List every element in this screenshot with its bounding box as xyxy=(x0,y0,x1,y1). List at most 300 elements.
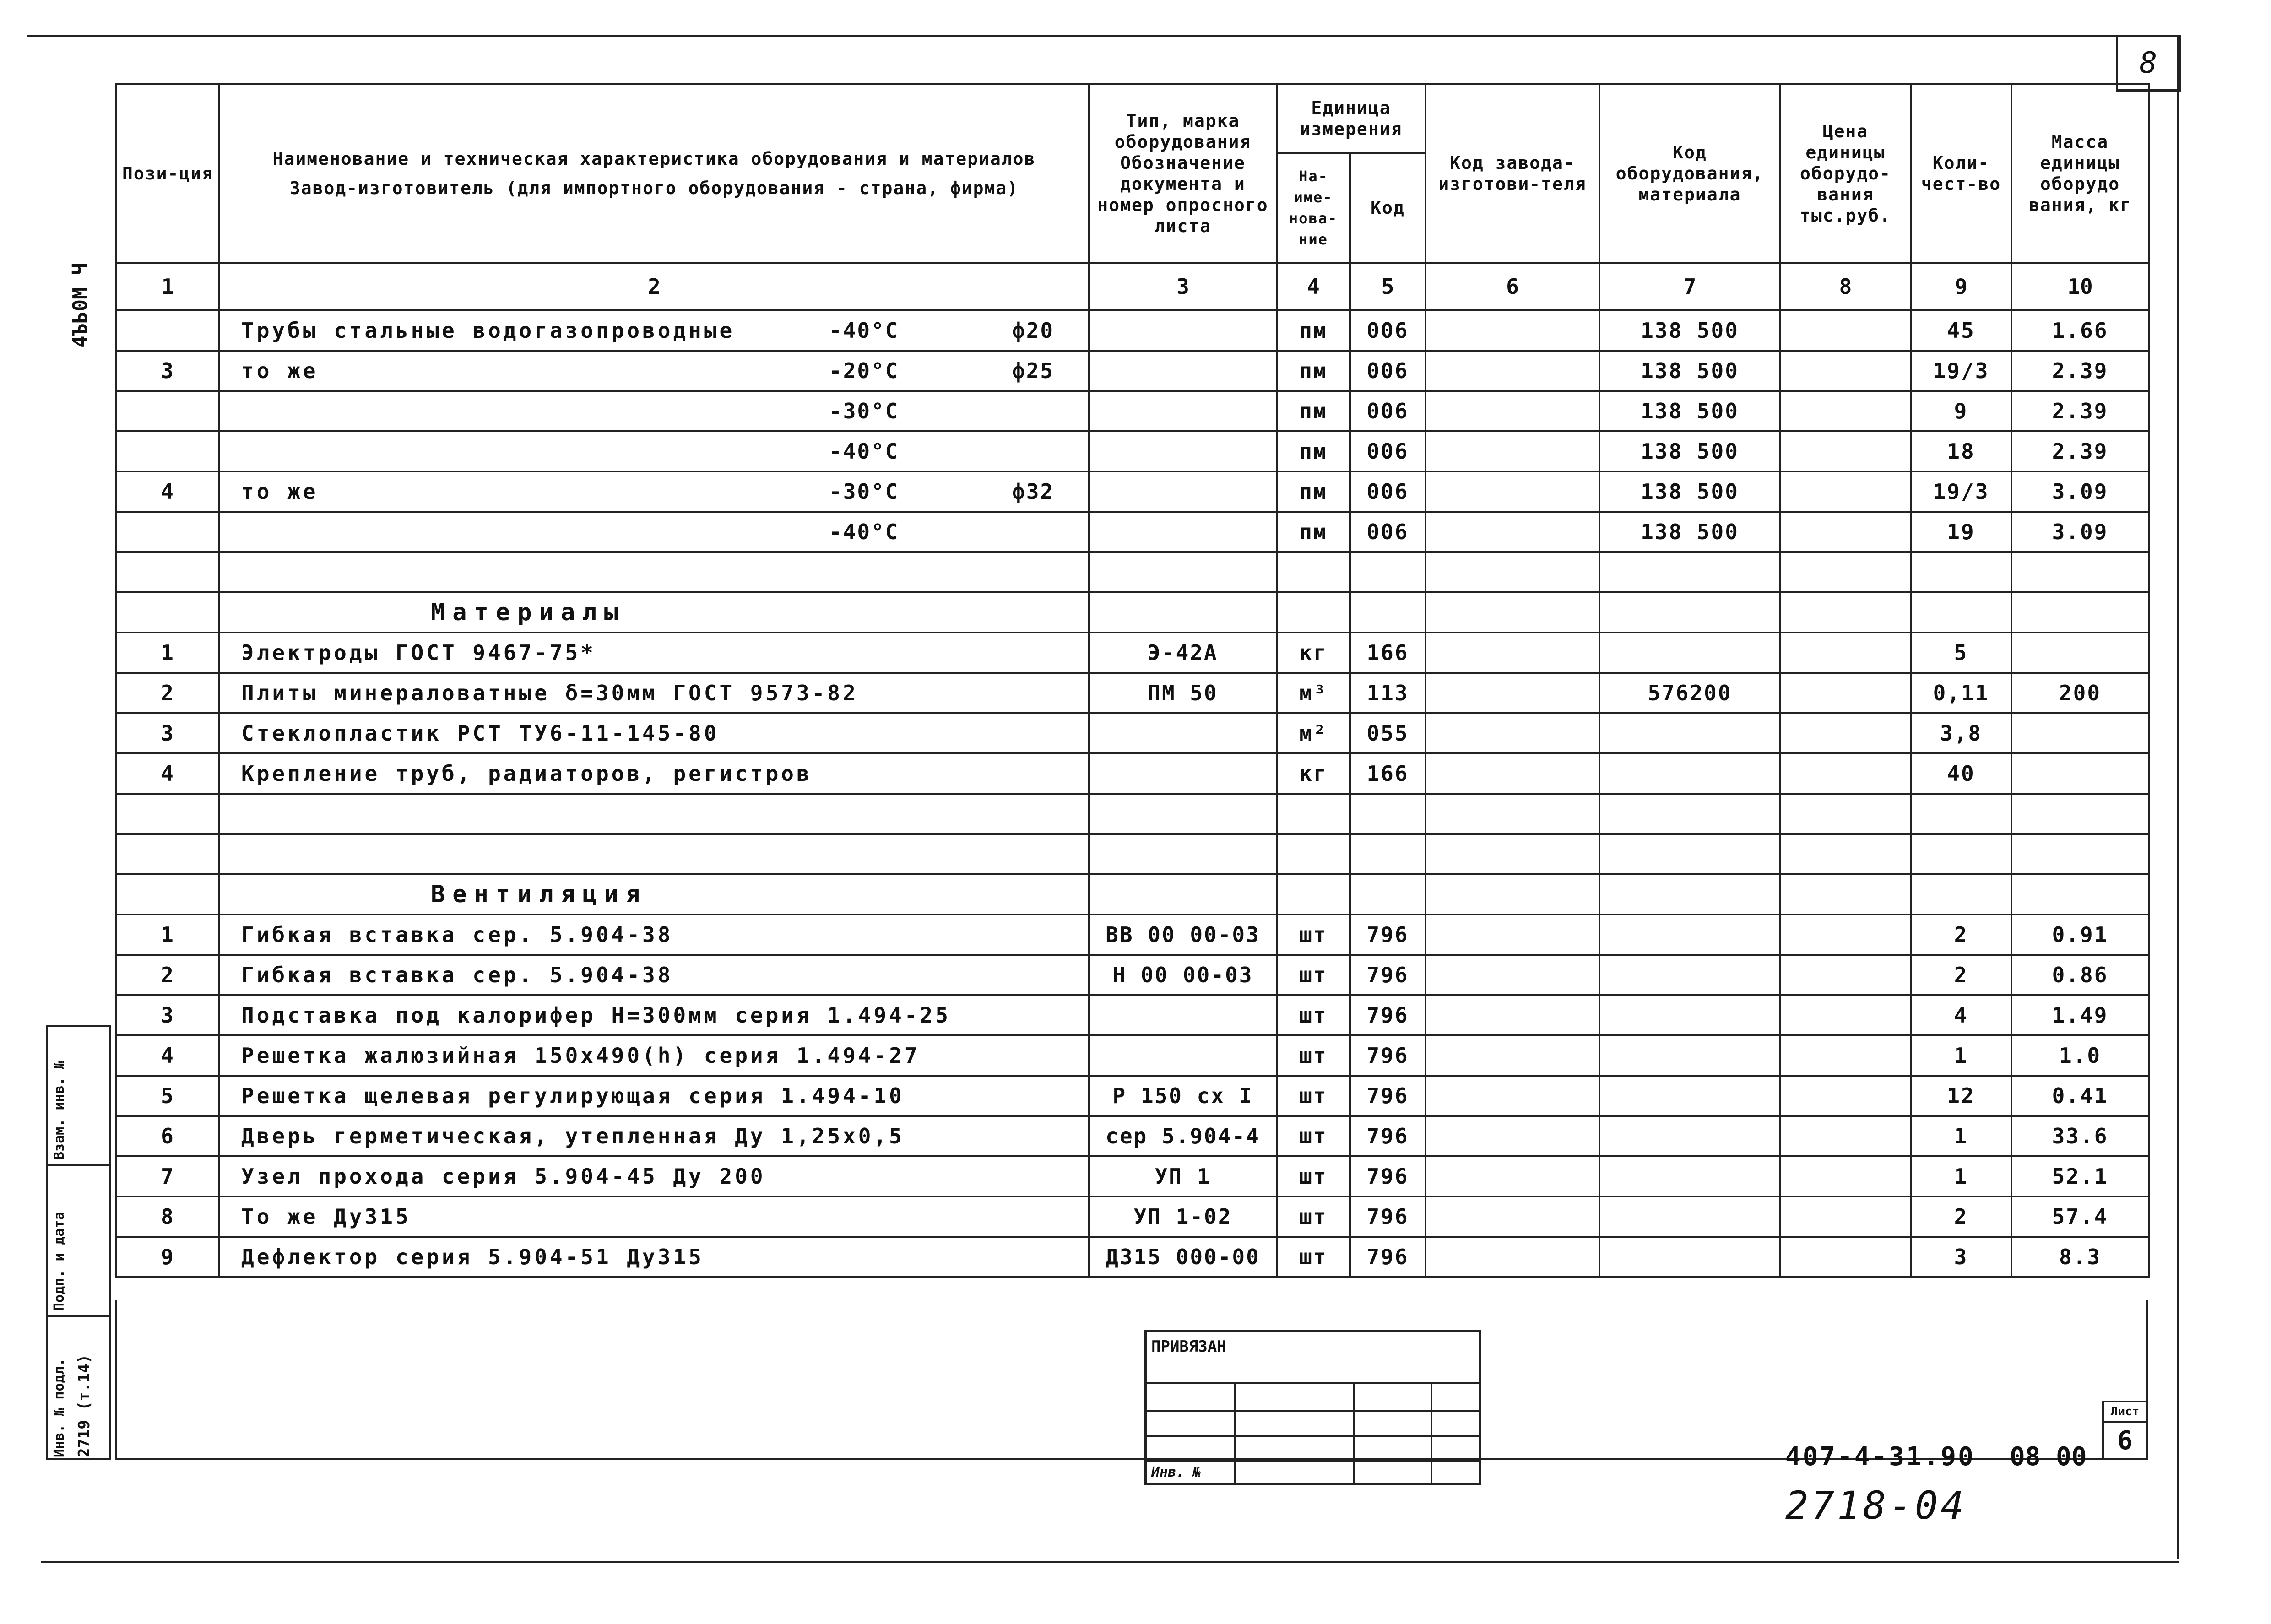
table-row xyxy=(116,351,2149,391)
cell-qty: 18 xyxy=(1911,431,2011,471)
table-row xyxy=(116,673,2149,713)
cell-qty: 19/3 xyxy=(1911,471,2011,512)
cell-pos: 3 xyxy=(116,713,219,753)
item-name xyxy=(219,512,1089,552)
cell-mass: 33.6 xyxy=(2011,1116,2149,1156)
cell-price xyxy=(1780,552,1911,592)
cell-price xyxy=(1780,673,1911,713)
cell-type xyxy=(1089,552,1277,592)
cell-qty: 12 xyxy=(1911,1076,2011,1116)
cell-price xyxy=(1780,834,1911,874)
cell-qty xyxy=(1911,834,2011,874)
table-body xyxy=(116,263,2149,1277)
table-bottom-frame xyxy=(115,1300,2148,1460)
cell-mass: 0.91 xyxy=(2011,915,2149,955)
item-name xyxy=(219,431,1089,471)
cell-pos: 4 xyxy=(116,1035,219,1076)
cell-mass: 1.66 xyxy=(2011,310,2149,351)
document-code: 08 00 xyxy=(2010,1442,2087,1472)
cell-pos: 6 xyxy=(116,1116,219,1156)
cell-code xyxy=(1350,552,1425,592)
item-name-t1: Решетка щелевая регулирующая серия 1.494-10 xyxy=(241,1083,905,1108)
item-name xyxy=(219,471,1089,512)
cell-pos xyxy=(116,794,219,834)
cell-price xyxy=(1780,995,1911,1035)
item-name-t2: -30°С xyxy=(829,399,900,423)
cell-equip xyxy=(1599,1237,1780,1277)
item-name-t1: Гибкая вставка сер. 5.904-38 xyxy=(241,963,673,987)
cell-equip xyxy=(1599,834,1780,874)
item-name xyxy=(219,552,1089,592)
cell-code: 796 xyxy=(1350,1237,1425,1277)
cell-pos: 4 xyxy=(116,753,219,794)
cell-qty xyxy=(1911,874,2011,915)
column-number: 7 xyxy=(1599,263,1780,310)
cell-code: 006 xyxy=(1350,391,1425,431)
cell-factory xyxy=(1425,633,1599,673)
cell-type xyxy=(1089,834,1277,874)
cell-factory xyxy=(1425,1076,1599,1116)
section-title: Вентиляция xyxy=(431,881,648,908)
cell-qty: 2 xyxy=(1911,1196,2011,1237)
frame-bottom-line xyxy=(41,1561,2179,1563)
cell-qty: 5 xyxy=(1911,633,2011,673)
item-name-t1: то же xyxy=(241,358,319,383)
cell-factory xyxy=(1425,1156,1599,1196)
cell-type xyxy=(1089,874,1277,915)
cell-unit xyxy=(1277,874,1350,915)
specification-table xyxy=(115,83,2150,1278)
table-row xyxy=(116,834,2149,874)
cell-factory xyxy=(1425,512,1599,552)
item-name xyxy=(219,1035,1089,1076)
item-name-t1: Дверь герметическая, утепленная Ду 1,25х0,5 xyxy=(241,1124,905,1148)
cell-equip xyxy=(1599,592,1780,633)
table-row xyxy=(116,1237,2149,1277)
cell-equip: 576200 xyxy=(1599,673,1780,713)
list-label: Лист xyxy=(2104,1402,2146,1423)
cell-pos: 5 xyxy=(116,1076,219,1116)
cell-code: 006 xyxy=(1350,351,1425,391)
cell-equip: 138 500 xyxy=(1599,512,1780,552)
cell-mass: 52.1 xyxy=(2011,1156,2149,1196)
cell-pos: 3 xyxy=(116,995,219,1035)
cell-equip xyxy=(1599,713,1780,753)
cell-mass xyxy=(2011,794,2149,834)
item-name xyxy=(219,673,1089,713)
cell-qty xyxy=(1911,794,2011,834)
cell-type xyxy=(1089,391,1277,431)
cell-equip: 138 500 xyxy=(1599,391,1780,431)
table-row xyxy=(116,915,2149,955)
side-inventory-number: 4ЪЬ0М Ч xyxy=(69,263,92,348)
cell-price xyxy=(1780,351,1911,391)
item-name xyxy=(219,1237,1089,1277)
item-name-t3: ф25 xyxy=(1012,358,1055,383)
cell-pos: 2 xyxy=(116,673,219,713)
column-number: 10 xyxy=(2011,263,2149,310)
cell-factory xyxy=(1425,1116,1599,1156)
table-row xyxy=(116,431,2149,471)
cell-price xyxy=(1780,753,1911,794)
cell-type: УП 1-02 xyxy=(1089,1196,1277,1237)
column-number-row xyxy=(116,263,2149,310)
cell-type xyxy=(1089,753,1277,794)
item-name xyxy=(219,874,1089,915)
cell-factory xyxy=(1425,874,1599,915)
item-name-t1: Плиты минераловатные δ=30мм ГОСТ 9573-82 xyxy=(241,681,858,705)
table-row xyxy=(116,713,2149,753)
item-name-t1: Решетка жалюзийная 150х490(h) серия 1.494-27 xyxy=(241,1043,920,1068)
table-row xyxy=(116,471,2149,512)
cell-price xyxy=(1780,1076,1911,1116)
cell-code xyxy=(1350,874,1425,915)
cell-qty: 1 xyxy=(1911,1035,2011,1076)
item-name xyxy=(219,633,1089,673)
cell-pos xyxy=(116,874,219,915)
cell-pos: 7 xyxy=(116,1156,219,1196)
cell-pos: 3 xyxy=(116,351,219,391)
cell-price xyxy=(1780,592,1911,633)
cell-equip xyxy=(1599,955,1780,995)
cell-unit: шт xyxy=(1277,995,1350,1035)
cell-type: ПМ 50 xyxy=(1089,673,1277,713)
item-name xyxy=(219,794,1089,834)
cell-factory xyxy=(1425,713,1599,753)
cell-code: 796 xyxy=(1350,915,1425,955)
cell-price xyxy=(1780,794,1911,834)
cell-mass xyxy=(2011,874,2149,915)
cell-unit: шт xyxy=(1277,1076,1350,1116)
cell-unit: пм xyxy=(1277,431,1350,471)
cell-unit: пм xyxy=(1277,391,1350,431)
cell-code: 796 xyxy=(1350,1116,1425,1156)
handwritten-number: 2718-04 xyxy=(1785,1483,1967,1528)
cell-pos: 4 xyxy=(116,471,219,512)
table-row xyxy=(116,794,2149,834)
side-stamp-label-3: Инв. № подл. xyxy=(51,1358,67,1457)
cell-pos: 8 xyxy=(116,1196,219,1237)
cell-equip: 138 500 xyxy=(1599,471,1780,512)
cell-type: Д315 000-00 xyxy=(1089,1237,1277,1277)
table-row xyxy=(116,310,2149,351)
cell-code: 796 xyxy=(1350,1156,1425,1196)
item-name-t1: Подставка под калорифер Н=300мм серия 1.494-25 xyxy=(241,1003,951,1028)
header-name-line2: Завод-изготовитель (для импортного оборудования - страна, фирма) xyxy=(289,178,1019,198)
cell-pos xyxy=(116,834,219,874)
table-row xyxy=(116,995,2149,1035)
cell-code xyxy=(1350,794,1425,834)
cell-mass: 200 xyxy=(2011,673,2149,713)
header-unit-code: Код xyxy=(1350,153,1425,263)
table-row xyxy=(116,1076,2149,1116)
cell-equip: 138 500 xyxy=(1599,310,1780,351)
cell-unit: шт xyxy=(1277,1116,1350,1156)
cell-type xyxy=(1089,471,1277,512)
cell-factory xyxy=(1425,310,1599,351)
cell-factory xyxy=(1425,471,1599,512)
item-name xyxy=(219,995,1089,1035)
cell-factory xyxy=(1425,834,1599,874)
cell-price xyxy=(1780,1116,1911,1156)
cell-pos xyxy=(116,512,219,552)
cell-factory xyxy=(1425,391,1599,431)
table-row xyxy=(116,592,2149,633)
table-row xyxy=(116,1156,2149,1196)
cell-unit: шт xyxy=(1277,1035,1350,1076)
cell-price xyxy=(1780,955,1911,995)
cell-price xyxy=(1780,633,1911,673)
cell-qty: 19/3 xyxy=(1911,351,2011,391)
cell-mass: 0.41 xyxy=(2011,1076,2149,1116)
cell-qty: 1 xyxy=(1911,1156,2011,1196)
attached-stamp xyxy=(1144,1330,1481,1485)
cell-code xyxy=(1350,834,1425,874)
header-unit-name: На-име-нова-ние xyxy=(1277,153,1350,263)
cell-equip xyxy=(1599,1076,1780,1116)
cell-pos xyxy=(116,391,219,431)
cell-factory xyxy=(1425,351,1599,391)
cell-qty: 2 xyxy=(1911,915,2011,955)
cell-code: 796 xyxy=(1350,955,1425,995)
cell-price xyxy=(1780,1196,1911,1237)
cell-type xyxy=(1089,995,1277,1035)
cell-equip xyxy=(1599,1156,1780,1196)
cell-qty: 2 xyxy=(1911,955,2011,995)
cell-equip xyxy=(1599,874,1780,915)
cell-factory xyxy=(1425,995,1599,1035)
cell-factory xyxy=(1425,753,1599,794)
item-name-t1: Крепление труб, радиаторов, регистров xyxy=(241,761,812,786)
header-unit-group: Единица измерения xyxy=(1277,84,1425,153)
cell-unit xyxy=(1277,794,1350,834)
item-name-t2: -40°С xyxy=(829,318,900,343)
section-title: Материалы xyxy=(431,599,626,626)
cell-code xyxy=(1350,592,1425,633)
header-factory: Код завода-изготови-теля xyxy=(1425,84,1599,263)
cell-unit: пм xyxy=(1277,471,1350,512)
item-name xyxy=(219,915,1089,955)
cell-mass xyxy=(2011,753,2149,794)
item-name-t1: То же Ду315 xyxy=(241,1204,411,1229)
item-name xyxy=(219,592,1089,633)
cell-mass xyxy=(2011,592,2149,633)
cell-code: 166 xyxy=(1350,633,1425,673)
cell-qty: 9 xyxy=(1911,391,2011,431)
cell-mass xyxy=(2011,713,2149,753)
header-name-line1: Наименование и техническая характеристика оборудования и материалов xyxy=(272,149,1036,169)
cell-factory xyxy=(1425,552,1599,592)
cell-pos: 2 xyxy=(116,955,219,995)
cell-type: Н 00 00-03 xyxy=(1089,955,1277,995)
cell-type xyxy=(1089,794,1277,834)
cell-pos: 1 xyxy=(116,633,219,673)
cell-equip xyxy=(1599,995,1780,1035)
cell-mass: 8.3 xyxy=(2011,1237,2149,1277)
cell-type xyxy=(1089,592,1277,633)
cell-factory xyxy=(1425,1237,1599,1277)
cell-pos: 9 xyxy=(116,1237,219,1277)
cell-qty: 3,8 xyxy=(1911,713,2011,753)
cell-unit xyxy=(1277,592,1350,633)
item-name-t2: -30°С xyxy=(829,479,900,504)
item-name-t1: Узел прохода серия 5.904-45 Ду 200 xyxy=(241,1164,766,1189)
item-name-t1: Гибкая вставка сер. 5.904-38 xyxy=(241,922,673,947)
frame-top-line xyxy=(27,35,2179,37)
cell-qty: 19 xyxy=(1911,512,2011,552)
item-name-t1: Трубы стальные водогазопроводные xyxy=(241,318,735,343)
side-stamp xyxy=(46,1025,111,1460)
list-value: 6 xyxy=(2117,1425,2133,1456)
cell-code: 006 xyxy=(1350,431,1425,471)
cell-qty xyxy=(1911,592,2011,633)
cell-price xyxy=(1780,512,1911,552)
item-name-t1: то же xyxy=(241,479,319,504)
cell-unit: кг xyxy=(1277,753,1350,794)
cell-mass xyxy=(2011,552,2149,592)
inv-label: Инв. № xyxy=(1151,1464,1201,1480)
cell-unit: пм xyxy=(1277,351,1350,391)
header-mass: Масса единицы оборудо вания, кг xyxy=(2011,84,2149,263)
column-number: 5 xyxy=(1350,263,1425,310)
item-name xyxy=(219,753,1089,794)
column-number: 3 xyxy=(1089,263,1277,310)
table-row xyxy=(116,391,2149,431)
cell-factory xyxy=(1425,592,1599,633)
column-number: 9 xyxy=(1911,263,2011,310)
column-number: 4 xyxy=(1277,263,1350,310)
cell-unit: шт xyxy=(1277,915,1350,955)
cell-equip xyxy=(1599,552,1780,592)
table-row xyxy=(116,955,2149,995)
cell-unit: шт xyxy=(1277,1156,1350,1196)
cell-factory xyxy=(1425,673,1599,713)
item-name xyxy=(219,1156,1089,1196)
cell-mass: 2.39 xyxy=(2011,391,2149,431)
cell-unit: м³ xyxy=(1277,673,1350,713)
cell-code: 006 xyxy=(1350,512,1425,552)
item-name-t1: Электроды ГОСТ 9467-75* xyxy=(241,640,596,665)
cell-pos xyxy=(116,431,219,471)
table-row xyxy=(116,874,2149,915)
cell-unit: шт xyxy=(1277,1237,1350,1277)
side-stamp-label-2: Подп. и дата xyxy=(51,1212,67,1311)
item-name-t1: Дефлектор серия 5.904-51 Ду315 xyxy=(241,1245,704,1269)
header-qty: Коли-чест-во xyxy=(1911,84,2011,263)
cell-factory xyxy=(1425,955,1599,995)
item-name xyxy=(219,310,1089,351)
item-name-t2: -40°С xyxy=(829,439,900,464)
sheet-number: 8 xyxy=(2116,35,2181,92)
table-row xyxy=(116,753,2149,794)
cell-factory xyxy=(1425,431,1599,471)
cell-equip: 138 500 xyxy=(1599,431,1780,471)
cell-qty: 3 xyxy=(1911,1237,2011,1277)
cell-price xyxy=(1780,713,1911,753)
header-pos: Пози-ция xyxy=(116,84,219,263)
cell-type xyxy=(1089,431,1277,471)
cell-pos xyxy=(116,310,219,351)
item-name-t2: -40°С xyxy=(829,520,900,544)
cell-qty: 40 xyxy=(1911,753,2011,794)
cell-type: УП 1 xyxy=(1089,1156,1277,1196)
cell-code: 796 xyxy=(1350,1196,1425,1237)
cell-mass: 2.39 xyxy=(2011,351,2149,391)
cell-equip xyxy=(1599,1035,1780,1076)
cell-qty: 4 xyxy=(1911,995,2011,1035)
cell-type: Э-42А xyxy=(1089,633,1277,673)
cell-qty: 1 xyxy=(1911,1116,2011,1156)
header-row-1 xyxy=(116,84,2149,153)
item-name xyxy=(219,955,1089,995)
cell-factory xyxy=(1425,794,1599,834)
cell-mass xyxy=(2011,834,2149,874)
cell-type xyxy=(1089,1035,1277,1076)
cell-unit xyxy=(1277,834,1350,874)
cell-price xyxy=(1780,1035,1911,1076)
cell-mass: 0.86 xyxy=(2011,955,2149,995)
item-name-t1: Стеклопластик РСТ ТУ6-11-145-80 xyxy=(241,721,720,746)
cell-mass: 1.49 xyxy=(2011,995,2149,1035)
item-name xyxy=(219,391,1089,431)
table-row xyxy=(116,633,2149,673)
cell-factory xyxy=(1425,915,1599,955)
attached-label: ПРИВЯЗАН xyxy=(1151,1337,1226,1356)
item-name-t3: ф32 xyxy=(1012,479,1055,504)
cell-price xyxy=(1780,1156,1911,1196)
cell-mass: 2.39 xyxy=(2011,431,2149,471)
cell-unit: пм xyxy=(1277,512,1350,552)
cell-price xyxy=(1780,874,1911,915)
cell-factory xyxy=(1425,1035,1599,1076)
cell-price xyxy=(1780,915,1911,955)
cell-unit: кг xyxy=(1277,633,1350,673)
cell-code: 006 xyxy=(1350,310,1425,351)
header-name xyxy=(219,84,1089,263)
cell-code: 796 xyxy=(1350,1035,1425,1076)
cell-code: 796 xyxy=(1350,995,1425,1035)
document-number: 407-4-31.90 xyxy=(1785,1442,1975,1472)
cell-equip xyxy=(1599,915,1780,955)
item-name xyxy=(219,713,1089,753)
cell-equip xyxy=(1599,1116,1780,1156)
cell-price xyxy=(1780,471,1911,512)
cell-type: сер 5.904-4 xyxy=(1089,1116,1277,1156)
column-number: 2 xyxy=(219,263,1089,310)
table-row xyxy=(116,1196,2149,1237)
item-name xyxy=(219,351,1089,391)
side-stamp-value-3: 2719 (т.14) xyxy=(75,1354,93,1457)
cell-price xyxy=(1780,1237,1911,1277)
cell-type xyxy=(1089,351,1277,391)
list-box xyxy=(2102,1401,2148,1460)
table-row xyxy=(116,1035,2149,1076)
item-name-t3: ф20 xyxy=(1012,318,1055,343)
cell-price xyxy=(1780,310,1911,351)
cell-qty xyxy=(1911,552,2011,592)
column-number: 1 xyxy=(116,263,219,310)
header-equip-code: Код оборудования, материала xyxy=(1599,84,1780,263)
item-name xyxy=(219,1076,1089,1116)
cell-code: 796 xyxy=(1350,1076,1425,1116)
cell-code: 166 xyxy=(1350,753,1425,794)
frame-right-line xyxy=(2177,35,2179,1559)
header-type: Тип, марка оборудования Обозначение документа и номер опросного листа xyxy=(1089,84,1277,263)
cell-code: 055 xyxy=(1350,713,1425,753)
cell-pos: 1 xyxy=(116,915,219,955)
item-name xyxy=(219,834,1089,874)
cell-unit: шт xyxy=(1277,1196,1350,1237)
